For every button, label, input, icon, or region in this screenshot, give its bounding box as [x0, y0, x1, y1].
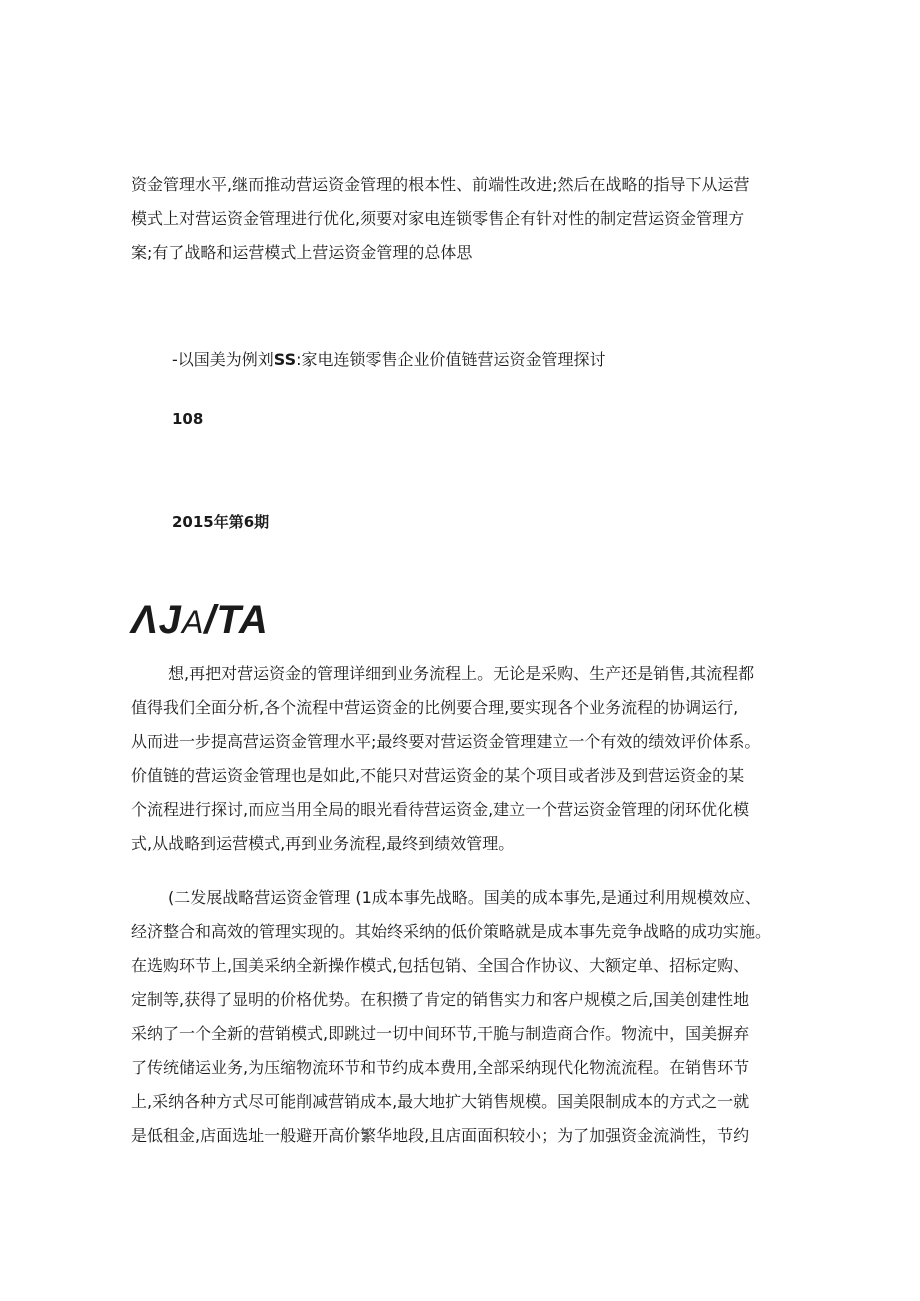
logo-part: ΛJ [131, 598, 182, 642]
text-line: 资金管理水平,继而推动营运资金管理的根本性、前端性改进;然后在战略的指导下从运营 [131, 175, 750, 194]
text-line: (二发展战略营运资金管理 (1成本事先战略。国美的成本事先,是通过利用规模效应、 [168, 888, 761, 907]
journal-logo [131, 598, 269, 644]
running-title-bold: SS [273, 350, 297, 369]
text-line: 了传统储运业务,为压缩物流环节和节约成本费用,全部采纳现代化物流流程。在销售环节 [131, 1058, 750, 1077]
text-line: 案;有了战略和运营模式上营运资金管理的总体思 [131, 243, 473, 262]
text-line: 定制等,获得了显明的价格优势。在积攒了肯定的销售实力和客户规模之后,国美创建性地 [131, 990, 750, 1009]
text-line: 模式上对营运资金管理进行优化,须要对家电连锁零售企有针对性的制定营运资金管理方 [131, 209, 745, 228]
text-line: 经济整合和高效的管理实现的。其始终采纳的低价策略就是成本事先竞争战略的成功实施。 [131, 922, 772, 941]
text-line: 价值链的营运资金管理也是如此,不能只对营运资金的某个项目或者涉及到营运资金的某 [131, 766, 745, 785]
text-line: 是低租金,店面选址一般避开高价繁华地段,且店面面积较小；为了加强资金流淌性，节约 [131, 1126, 750, 1145]
paragraph-strategy [131, 881, 791, 1153]
paragraph-continued [131, 168, 791, 270]
text-line: 采纳了一个全新的营销模式,即跳过一切中间环节,干脆与制造商合作。物流中，国美摒弃 [131, 1024, 750, 1043]
paragraph-value-chain [131, 657, 791, 861]
running-title [172, 346, 606, 374]
text-line: 个流程进行探讨,而应当用全局的眼光看待营运资金,建立一个营运资金管理的闭环优化模 [131, 800, 750, 819]
logo-part: A [181, 604, 205, 640]
text-line: 值得我们全面分析,各个流程中营运资金的比例要合理,要实现各个业务流程的协调运行, [131, 698, 739, 717]
logo-part: /TA [204, 598, 269, 642]
text-line: 上,采纳各种方式尽可能削减营销成本,最大地扩大销售规模。国美限制成本的方式之一就 [131, 1092, 750, 1111]
running-title-prefix: -以国美为例刘 [172, 350, 274, 369]
text-line: 从而进一步提高营运资金管理水平;最终要对营运资金管理建立一个有效的绩效评价体系。 [131, 732, 761, 751]
text-line: 在选购环节上,国美采纳全新操作模式,包括包销、全国合作协议、大额定单、招标定购、 [131, 956, 750, 975]
issue-label: 2015年第6期 [172, 513, 270, 531]
text-line: 想,再把对营运资金的管理详细到业务流程上。无论是采购、生产还是销售,其流程都 [168, 664, 755, 683]
running-title-suffix: :家电连锁零售企业价值链营运资金管理探讨 [296, 350, 606, 369]
page-number: 108 [172, 410, 204, 428]
text-line: 式,从战略到运营模式,再到业务流程,最终到绩效管理。 [131, 834, 515, 853]
